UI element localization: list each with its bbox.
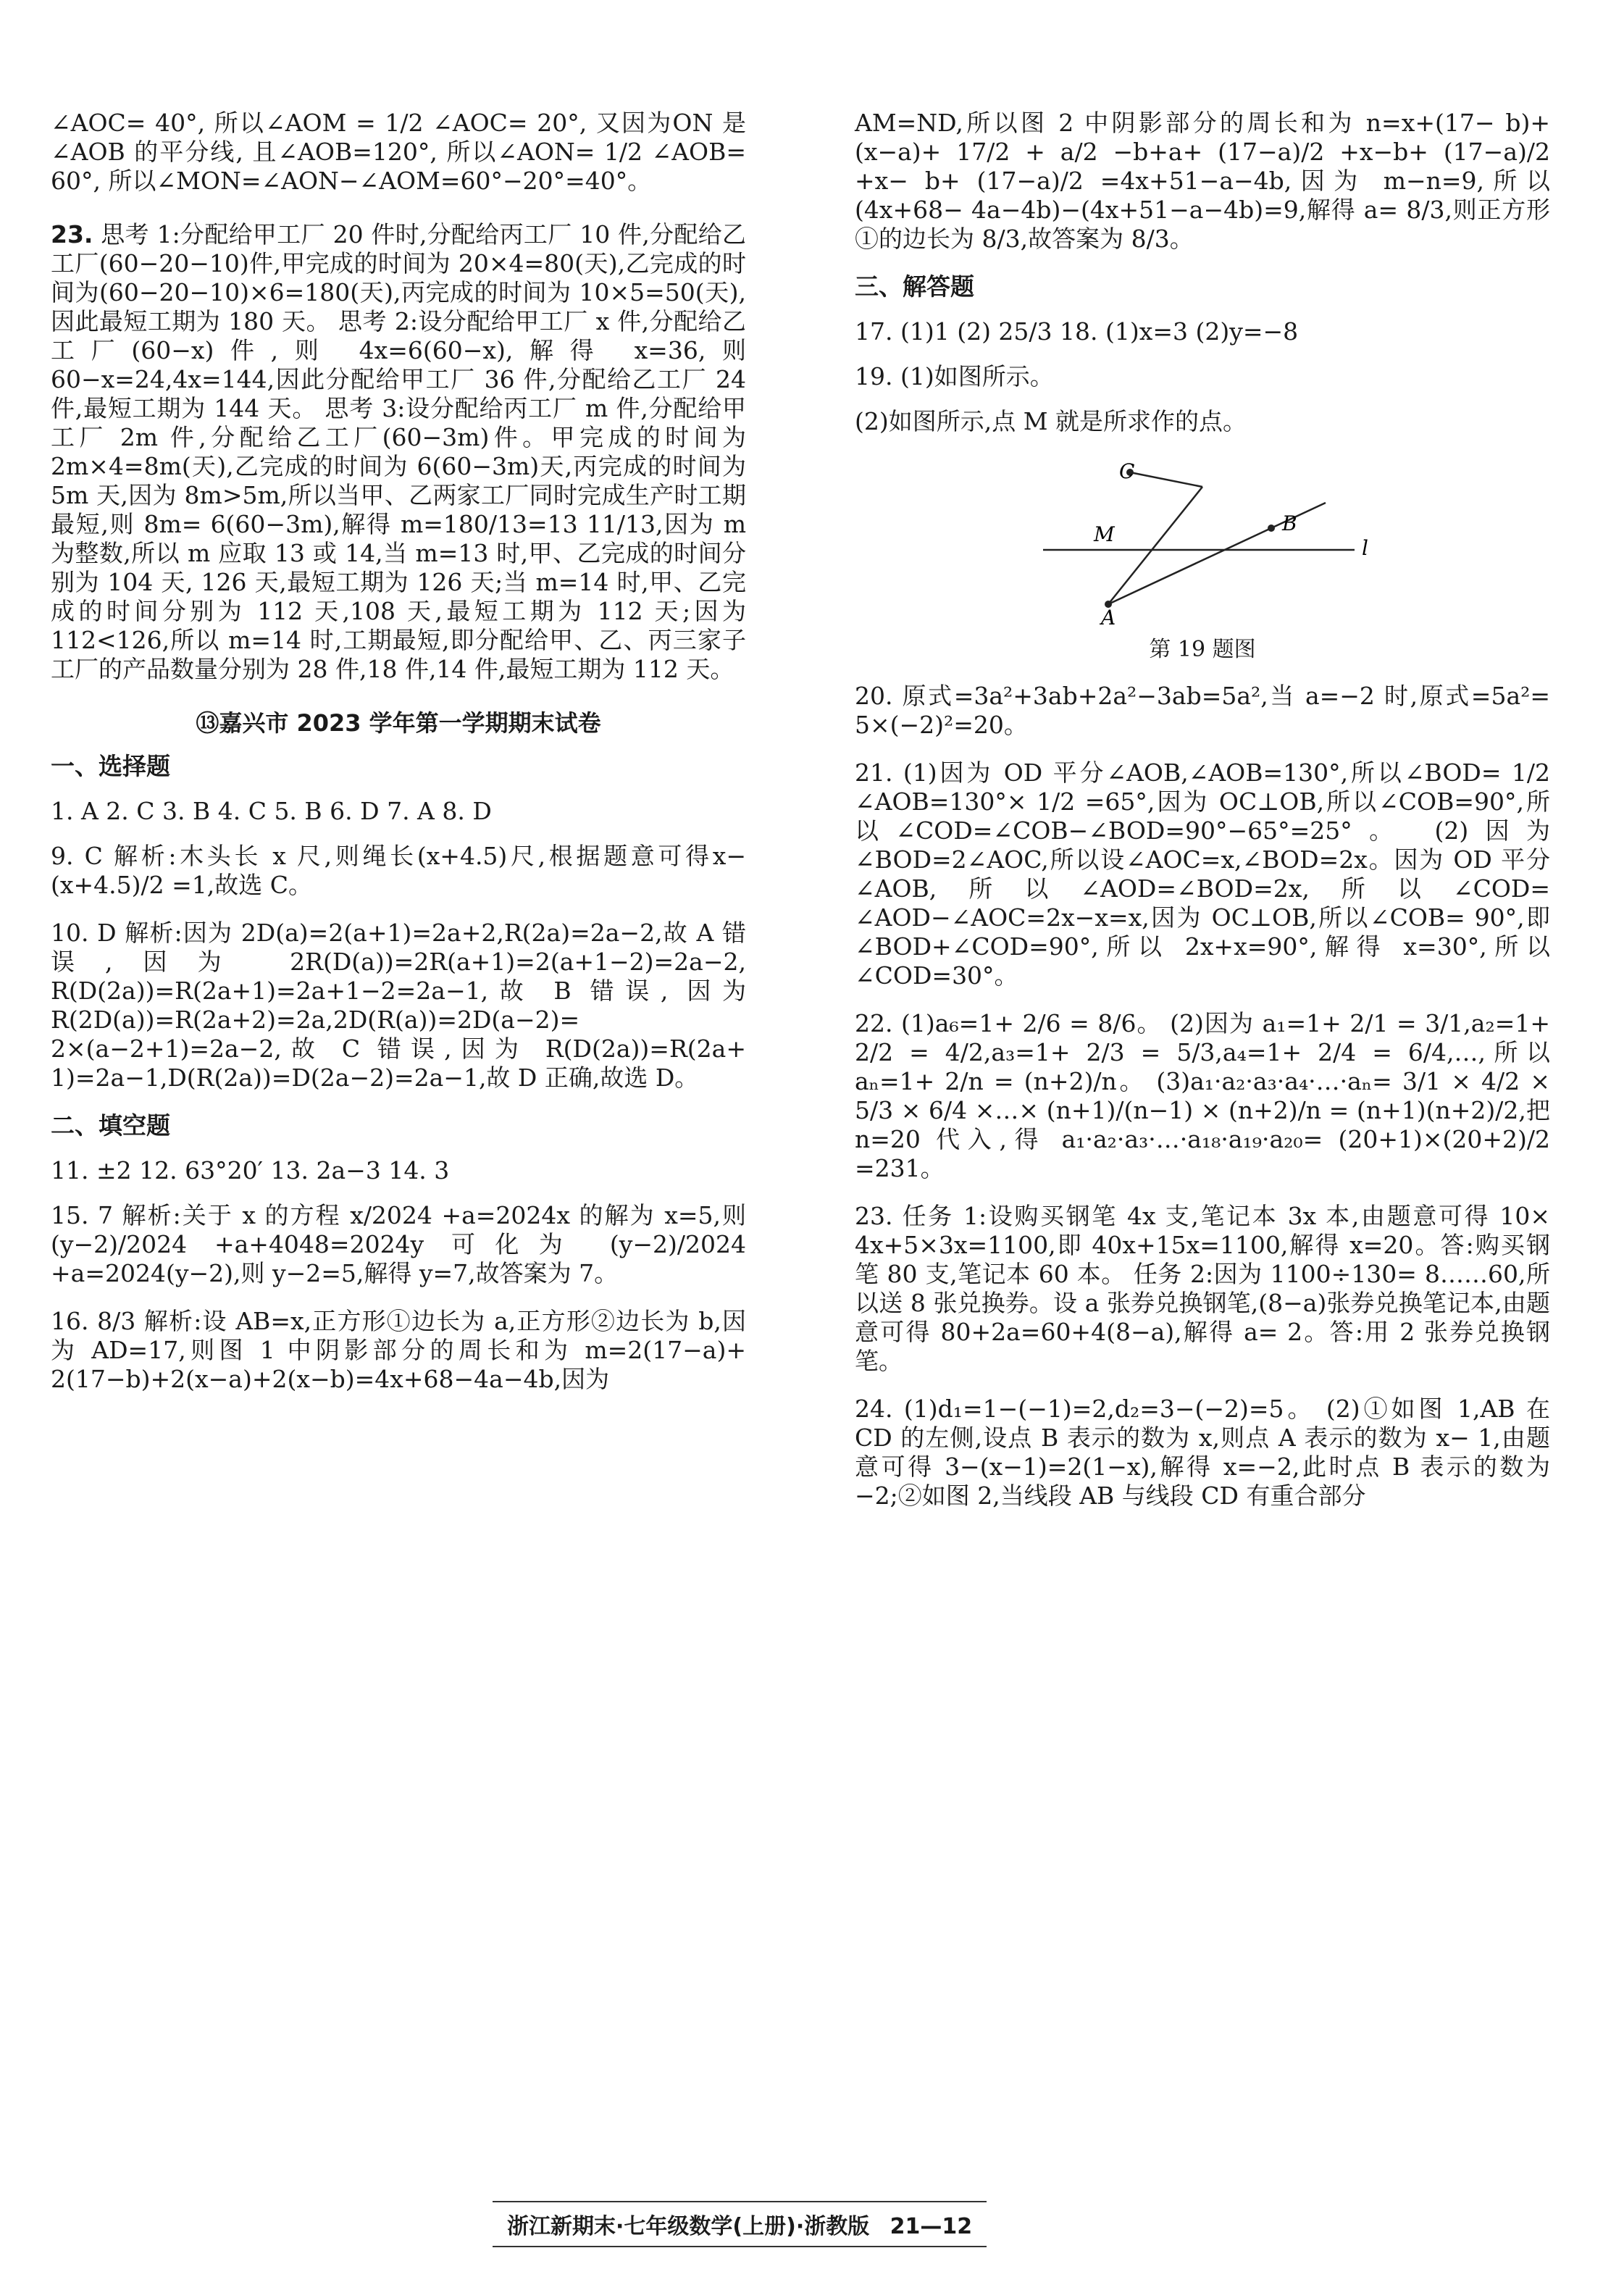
label-b: B — [1282, 511, 1297, 535]
q19-figure — [1021, 452, 1384, 664]
q19-part1: 19. (1)如图所示。 — [855, 362, 1054, 390]
q21-answer: 21. (1)因为 OD 平分∠AOB,∠AOB=130°,所以∠BOD= 1/2 ∠AOB=130°× 1/2 =65°,因为 OC⊥OB,所以∠COB=90°,所以∠COD=∠COB−∠BOD=90°−65°=25°。 (2)因为∠BOD=2∠AOC,所以设∠AOC=x,∠BOD=2x。因为 OD 平分∠AOB,所以∠AOD=∠BOD=2x,所以∠COD= ∠AOD−∠AOC=2x−x=x,因为 OC⊥OB,所以∠COB= 90°,即∠BOD+∠COD=90°,所以 2x+x=90°,解得 x=30°,所以∠COD=30°。 — [855, 759, 1550, 990]
q19-diagram — [1021, 452, 1384, 626]
q23-answer — [51, 220, 746, 684]
label-m: M — [1094, 522, 1115, 546]
section-fill-heading: 二、填空题 — [51, 1111, 170, 1140]
q19-part2: (2)如图所示,点 M 就是所求作的点。 — [855, 407, 1247, 435]
segment-ca — [1108, 487, 1202, 604]
q22-tail-text: ∠AOC= 40°, 所以∠AOM = 1/2 ∠AOC= 20°, 又因为ON 是∠AOB 的平分线, 且∠AOB=120°, 所以∠AON= 1/2 ∠AOB= 60°, 所以∠MON=∠AON−∠AOM=60°−20°=40°。 — [51, 109, 746, 195]
page-number: 21—12 — [890, 2214, 973, 2239]
q23-answer-right: 23. 任务 1:设购买钢笔 4x 支,笔记本 3x 本,由题意可得 10× 4x+5×3x=1100,即 40x+15x=1100,解得 x=20。答:购买钢笔 80 支,笔记本 60 本。 任务 2:因为 1100÷130= 8……60,所以送 8 张兑换券。设 a 张券兑换钢笔,(8−a)张券兑换笔记本,由题意可得 80+2a=60+4(8−a),解得 a= 2。答:用 2 张券兑换钢笔。 — [855, 1202, 1550, 1375]
exam-title: ⑬嘉兴市 2023 学年第一学期期末试卷 — [196, 709, 601, 737]
left-column — [51, 109, 746, 1413]
figure-caption: 第 19 题图 — [1149, 637, 1256, 662]
q9-answer: 9. C 解析:木头长 x 尺,则绳长(x+4.5)尺,根据题意可得x− (x+4.5)/2 =1,故选 C。 — [51, 842, 746, 899]
q22-answer: 22. (1)a₆=1+ 2/6 = 8/6。 (2)因为 a₁=1+ 2/1 = 3/1,a₂=1+ 2/2 = 4/2,a₃=1+ 2/3 = 5/3,a₄=1+ 2/4 = 6/4,…,所以 aₙ=1+ 2/n = (n+2)/n。 (3)a₁·a₂·a₃·a₄·…·aₙ= 3/1 × 4/2 × 5/3 × 6/4 ×…× (n+1)/(n−1) × (n+2)/n = (n+1)(n+2)/2,把 n=20 代入,得 a₁·a₂·a₃·…·a₁₈·a₁₉·a₂₀= (20+1)×(20+2)/2 =231。 — [855, 1009, 1550, 1182]
q23-text: 思考 1:分配给甲工厂 20 件时,分配给丙工厂 10 件,分配给乙工厂(60−20−10)件,甲完成的时间为 20×4=80(天),乙完成的时间为(60−20−10)×6=180(天),丙完成的时间为 10×5=50(天),因此最短工期为 180 天。 思考 2:设分配给甲工厂 x 件,分配给乙工厂(60−x)件,则 4x=6(60−x),解得 x=36,则 60−x=24,4x=144,因此分配给甲工厂 36 件,分配给乙工厂 24 件,最短工期为 144 天。 思考 3:设分配给丙工厂 m 件,分配给甲工厂 2m 件,分配给乙工厂(60−3m)件。甲完成的时间为 2m×4=8m(天),乙完成的时间为 6(60−3m)天,丙完成的时间为 5m 天,因为 8m>5m,所以当甲、乙两家工厂同时完成生产时工期最短,则 8m= 6(60−3m),解得 m=180/13=13 11/13,因为 m 为整数,所以 m 应取 13 或 14,当 m=13 时,甲、乙完成的时间分别为 104 天, 126 天,最短工期为 126 天;当 m=14 时,甲、乙完成的时间分别为 112 天,108 天,最短工期为 112 天;因为 112<126,所以 m=14 时,工期最短,即分配给甲、乙、丙三家子工厂的产品数量分别为 28 件,18 件,14 件,最短工期为 112 天。 — [51, 220, 746, 683]
q15-answer: 15. 7 解析:关于 x 的方程 x/2024 +a=2024x 的解为 x=5,则 (y−2)/2024 +a+4048=2024y 可化为 (y−2)/2024 +a=2024(y−2),则 y−2=5,解得 y=7,故答案为 7。 — [51, 1201, 746, 1287]
q10-answer: 10. D 解析:因为 2D(a)=2(a+1)=2a+2,R(2a)=2a−2,故 A 错误,因为 2R(D(a))=2R(a+1)=2(a+1−2)=2a−2, R(D(2a))=R(2a+1)=2a+1−2=2a−1,故 B 错误, 因为 R(2D(a))=R(2a+2)=2a,2D(R(a))=2D(a−2)= 2×(a−2+1)=2a−2,故 C 错误,因为 R(D(2a))=R(2a+ 1)=2a−1,D(R(2a))=D(2a−2)=2a−1,故 D 正确,故选 D。 — [51, 919, 746, 1092]
section-choice-heading: 一、选择题 — [51, 752, 170, 780]
q17-q18-answers: 17. (1)1 (2) 25/3 18. (1)x=3 (2)y=−8 — [855, 317, 1299, 346]
q23-number: 23. — [51, 220, 93, 248]
q16-continued: AM=ND,所以图 2 中阴影部分的周长和为 n=x+(17− b)+(x−a)+ 17/2 + a/2 −b+a+ (17−a)/2 +x−b+ (17−a)/2 +x− b+ (17−a)/2 =4x+51−a−4b,因为 m−n=9,所以(4x+68− 4a−4b)−(4x+51−a−4b)=9,解得 a= 8/3,则正方形①的边长为 8/3,故答案为 8/3。 — [855, 109, 1550, 253]
q20-answer: 20. 原式=3a²+3ab+2a²−3ab=5a²,当 a=−2 时,原式=5a²= 5×(−2)²=20。 — [855, 682, 1550, 739]
point-b — [1268, 525, 1275, 532]
fill-answers: 11. ±2 12. 63°20′ 13. 2a−3 14. 3 — [51, 1156, 450, 1184]
q16-answer: 16. 8/3 解析:设 AB=x,正方形①边长为 a,正方形②边长为 b,因为 AD=17,则图 1 中阴影部分的周长和为 m=2(17−a)+ 2(17−b)+2(x−a)+2(x−b)=4x+68−4a−4b,因为 — [51, 1307, 746, 1393]
choice-answers: 1. A 2. C 3. B 4. C 5. B 6. D 7. A 8. D — [51, 797, 492, 825]
label-c: C — [1119, 459, 1135, 483]
segment-cb — [1130, 472, 1202, 487]
section-solve-heading: 三、解答题 — [855, 272, 974, 301]
label-l: l — [1362, 536, 1368, 560]
right-column — [855, 109, 1550, 1529]
q24-answer: 24. (1)d₁=1−(−1)=2,d₂=3−(−2)=5。 (2)①如图 1,AB 在 CD 的左侧,设点 B 表示的数为 x,则点 A 表示的数为 x− 1,由题意可得 3−(x−1)=2(1−x),解得 x=−2,此时点 B 表示的数为−2;②如图 2,当线段 AB 与线段 CD 有重合部分 — [855, 1395, 1550, 1510]
footer-title: 浙江新期末·七年级数学(上册)·浙教版 — [507, 2214, 870, 2239]
page-footer — [493, 2201, 987, 2247]
label-a: A — [1101, 606, 1116, 626]
